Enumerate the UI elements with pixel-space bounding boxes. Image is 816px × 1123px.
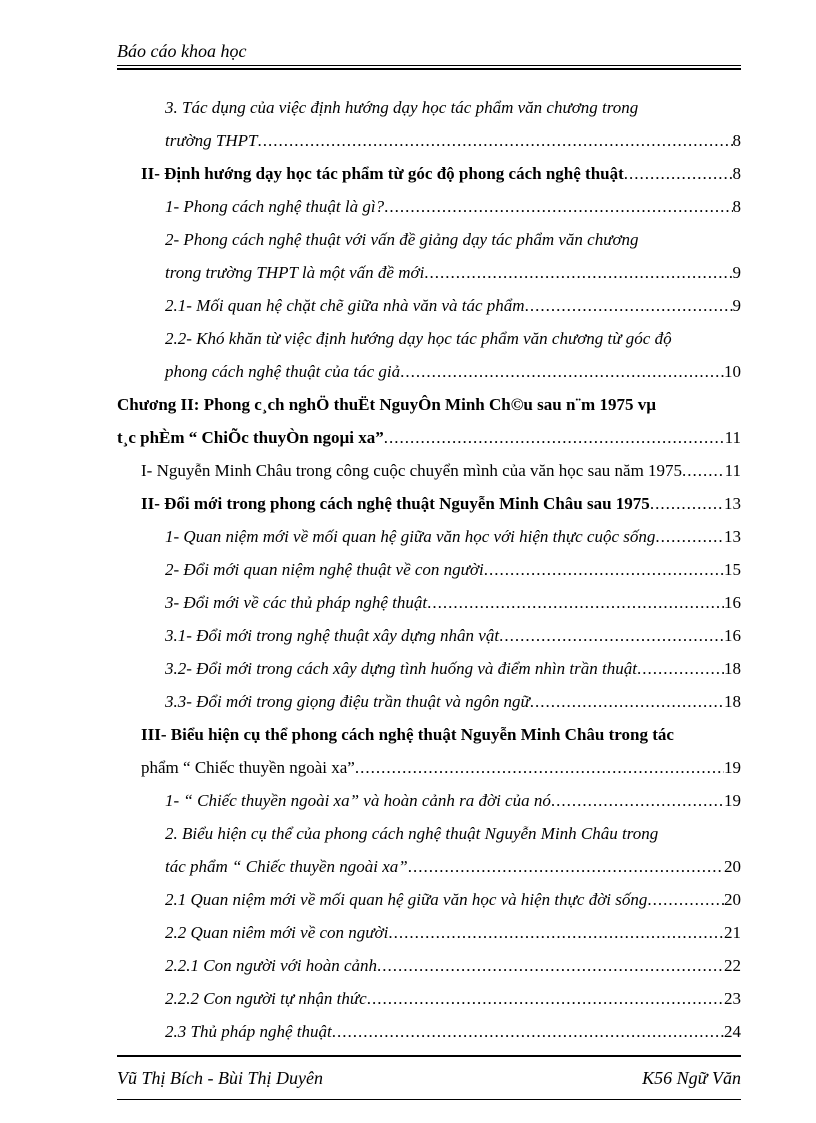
- page-number: 8: [732, 197, 741, 216]
- leader-dots: [388, 920, 724, 946]
- page-number: 11: [724, 461, 741, 480]
- toc-entry-11[interactable]: 2- Đổi mới quan niệm nghệ thuật về con người ..... 15: [117, 557, 741, 590]
- toc-chapter-2-cont[interactable]: t¸c phÈm “ ChiÕc thuyÒn ngoµi xa” ..... 11: [117, 425, 741, 458]
- page-number: 9: [732, 263, 741, 282]
- leader-dots: [499, 623, 724, 649]
- toc-entry-23[interactable]: 2.3 Thủ pháp nghệ thuật ..... 24: [117, 1019, 741, 1052]
- toc-entry-20[interactable]: 2.2 Quan niêm mới về con người ..... 21: [117, 920, 741, 953]
- header-rule-thin: [117, 65, 741, 66]
- leader-dots: [258, 128, 733, 154]
- page-number: 19: [724, 791, 741, 810]
- leader-dots: [355, 755, 724, 781]
- toc-entry-17[interactable]: 1- “ Chiếc thuyền ngoài xa” và hoàn cảnh ra đời của nó ..... 19: [117, 788, 741, 821]
- leader-dots: [682, 458, 725, 484]
- toc-entry-13[interactable]: 3.1- Đổi mới trong nghệ thuật xây dựng nhân vật ..... 16: [117, 623, 741, 656]
- page-number: 8: [732, 131, 741, 150]
- footer-authors: Vũ Thị Bích - Bùi Thị Duyên: [117, 1068, 323, 1088]
- leader-dots: [525, 293, 733, 319]
- leader-dots: [650, 491, 724, 517]
- leader-dots: [637, 656, 724, 682]
- page-number: 16: [724, 626, 741, 645]
- toc-entry-12[interactable]: 3- Đổi mới về các thủ pháp nghệ thuật ..... 16: [117, 590, 741, 623]
- leader-dots: [427, 590, 724, 616]
- toc-entry-19[interactable]: 2.1 Quan niệm mới về mối quan hệ giữa văn học và hiện thực đời sống ..... 20: [117, 887, 741, 920]
- header-title: Báo cáo khoa học: [117, 41, 247, 61]
- page-number: 13: [724, 527, 741, 546]
- toc-entry-16-cont[interactable]: phẩm “ Chiếc thuyền ngoài xa” ..... 19: [117, 755, 741, 788]
- toc-entry-5[interactable]: 2.1- Mối quan hệ chặt chẽ giữa nhà văn và tác phẩm ..... 9: [117, 293, 741, 326]
- page-number: 11: [724, 428, 741, 447]
- leader-dots: [484, 557, 724, 583]
- page-number: 19: [724, 758, 741, 777]
- page-number: 10: [724, 362, 741, 381]
- footer-rule-thin: [117, 1099, 741, 1100]
- page-number: 13: [724, 494, 741, 513]
- page-number: 16: [724, 593, 741, 612]
- leader-dots: [647, 887, 724, 913]
- toc-entry-9[interactable]: II- Đổi mới trong phong cách nghệ thuật Nguyễn Minh Châu sau 1975 ..... 13: [117, 491, 741, 524]
- toc-entry-1-cont[interactable]: trường THPT ..... 8: [117, 128, 741, 161]
- toc-entry-10[interactable]: 1- Quan niệm mới về mối quan hệ giữa văn học với hiện thực cuộc sống ..... 13: [117, 524, 741, 557]
- toc-entry-4-cont[interactable]: trong trường THPT là một vấn đề mới ..... 9: [117, 260, 741, 293]
- toc-entry-8[interactable]: I- Nguyễn Minh Châu trong công cuộc chuyển mình của văn học sau năm 1975 ..... 11: [117, 458, 741, 491]
- leader-dots: [400, 359, 724, 385]
- toc-entry-1[interactable]: 3. Tác dụng của việc định hướng dạy học tác phẩm văn chương trong: [165, 98, 639, 117]
- leader-dots: [384, 194, 732, 220]
- header-rule-thick: [117, 68, 741, 70]
- toc-entry-2[interactable]: II- Định hướng dạy học tác phẩm từ góc độ phong cách nghệ thuật ..... 8: [117, 161, 741, 194]
- leader-dots: [384, 425, 725, 451]
- leader-dots: [408, 854, 724, 880]
- page-number: 21: [724, 923, 741, 942]
- toc-entry-22[interactable]: 2.2.2 Con người tự nhận thức ..... 23: [117, 986, 741, 1019]
- page-number: 22: [724, 956, 741, 975]
- toc-entry-3[interactable]: 1- Phong cách nghệ thuật là gì? ..... 8: [117, 194, 741, 227]
- leader-dots: [551, 788, 724, 814]
- table-of-contents: [117, 95, 741, 1052]
- toc-chapter-2[interactable]: Chương II: Phong c¸ch nghÖ thuËt NguyÔn Minh Ch©u sau n¨m 1975 vµ: [117, 395, 657, 414]
- page-number: 8: [732, 164, 741, 183]
- page-header: [117, 40, 741, 62]
- toc-entry-16[interactable]: III- Biểu hiện cụ thể phong cách nghệ thuật Nguyễn Minh Châu trong tác: [141, 725, 674, 744]
- page-number: 20: [724, 890, 741, 909]
- page-number: 24: [724, 1022, 741, 1041]
- toc-entry-14[interactable]: 3.2- Đổi mới trong cách xây dựng tình huống và điểm nhìn trần thuật ..... 18: [117, 656, 741, 689]
- page-number: 20: [724, 857, 741, 876]
- page-number: 18: [724, 692, 741, 711]
- page-number: 23: [724, 989, 741, 1008]
- toc-entry-4[interactable]: 2- Phong cách nghệ thuật với vấn đề giảng dạy tác phẩm văn chương: [165, 230, 639, 249]
- leader-dots: [377, 953, 724, 979]
- toc-entry-6[interactable]: 2.2- Khó khăn từ việc định hướng dạy học tác phẩm văn chương từ góc độ: [165, 329, 672, 348]
- toc-entry-15[interactable]: 3.3- Đổi mới trong giọng điệu trần thuật và ngôn ngữ ..... 18: [117, 689, 741, 722]
- toc-entry-21[interactable]: 2.2.1 Con người với hoàn cảnh ..... 22: [117, 953, 741, 986]
- leader-dots: [332, 1019, 724, 1045]
- toc-entry-18-cont[interactable]: tác phẩm “ Chiếc thuyền ngoài xa” ..... 20: [117, 854, 741, 887]
- leader-dots: [367, 986, 724, 1012]
- footer-rule-thick: [117, 1055, 741, 1057]
- page-number: 18: [724, 659, 741, 678]
- leader-dots: [424, 260, 732, 286]
- footer-class: K56 Ngữ Văn: [642, 1068, 741, 1088]
- leader-dots: [624, 161, 733, 187]
- toc-entry-6-cont[interactable]: phong cách nghệ thuật của tác giả ..... 10: [117, 359, 741, 392]
- leader-dots: [530, 689, 724, 715]
- leader-dots: [655, 524, 724, 550]
- page-number: 15: [724, 560, 741, 579]
- toc-entry-18[interactable]: 2. Biểu hiện cụ thể của phong cách nghệ thuật Nguyễn Minh Châu trong: [165, 824, 659, 843]
- page-number: 9: [732, 296, 741, 315]
